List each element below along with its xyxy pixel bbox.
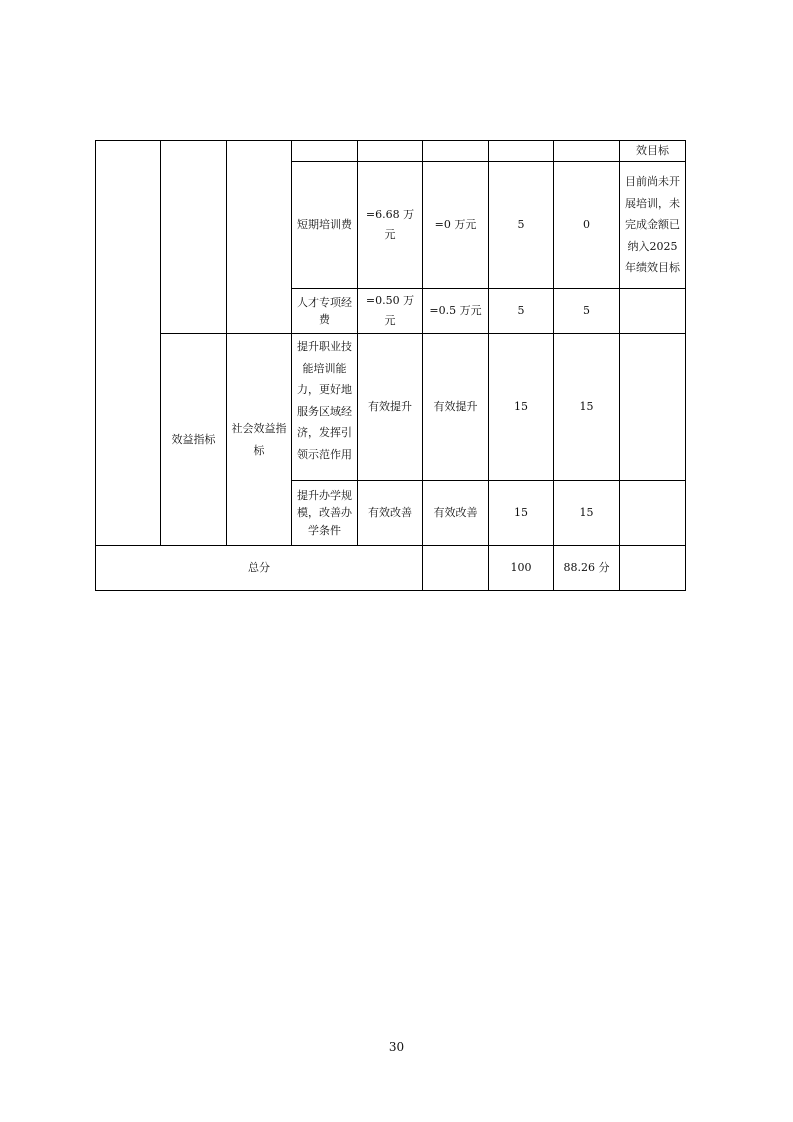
- note-cell: 效目标: [620, 141, 686, 162]
- table-row: [96, 141, 686, 162]
- indicator-cell: 人才专项经费: [292, 289, 358, 334]
- score-cell: [554, 141, 620, 162]
- indicator-cell: [292, 141, 358, 162]
- level0-cell: [96, 141, 161, 546]
- level1-cell: 效益指标: [161, 334, 227, 546]
- weight-cell: 15: [489, 334, 554, 481]
- level2-cell-empty: [227, 141, 292, 334]
- level2-cell: 社会效益指标: [227, 334, 292, 546]
- indicator-cell: 提升职业技能培训能力，更好地服务区域经济，发挥引领示范作用: [292, 334, 358, 481]
- actual-cell: =0.5 万元: [423, 289, 489, 334]
- target-cell: 有效提升: [358, 334, 423, 481]
- target-cell: [358, 141, 423, 162]
- weight-cell: 5: [489, 162, 554, 289]
- actual-cell: 有效提升: [423, 334, 489, 481]
- weight-cell: 5: [489, 289, 554, 334]
- target-cell: 有效改善: [358, 481, 423, 546]
- total-row: [96, 546, 686, 591]
- indicator-cell: 提升办学规模，改善办学条件: [292, 481, 358, 546]
- actual-cell: [423, 141, 489, 162]
- note-cell: 目前尚未开展培训，未完成金额已纳入2025 年绩效目标: [620, 162, 686, 289]
- total-weight: 100: [489, 546, 554, 591]
- total-label: 总分: [96, 546, 423, 591]
- note-cell: [620, 334, 686, 481]
- table-row: [96, 334, 686, 481]
- score-cell: 15: [554, 481, 620, 546]
- page-number: 30: [388, 1040, 405, 1054]
- actual-cell: =0 万元: [423, 162, 489, 289]
- level1-cell-empty: [161, 141, 227, 334]
- indicator-cell: 短期培训费: [292, 162, 358, 289]
- performance-table: [95, 140, 686, 591]
- actual-cell: 有效改善: [423, 481, 489, 546]
- target-cell: =0.50 万元: [358, 289, 423, 334]
- note-cell: [620, 546, 686, 591]
- score-cell: 5: [554, 289, 620, 334]
- score-cell: 15: [554, 334, 620, 481]
- score-cell: 0: [554, 162, 620, 289]
- target-cell: =6.68 万元: [358, 162, 423, 289]
- note-cell: [620, 481, 686, 546]
- weight-cell: [489, 141, 554, 162]
- weight-cell: 15: [489, 481, 554, 546]
- total-score: 88.26 分: [554, 546, 620, 591]
- actual-cell: [423, 546, 489, 591]
- note-cell: [620, 289, 686, 334]
